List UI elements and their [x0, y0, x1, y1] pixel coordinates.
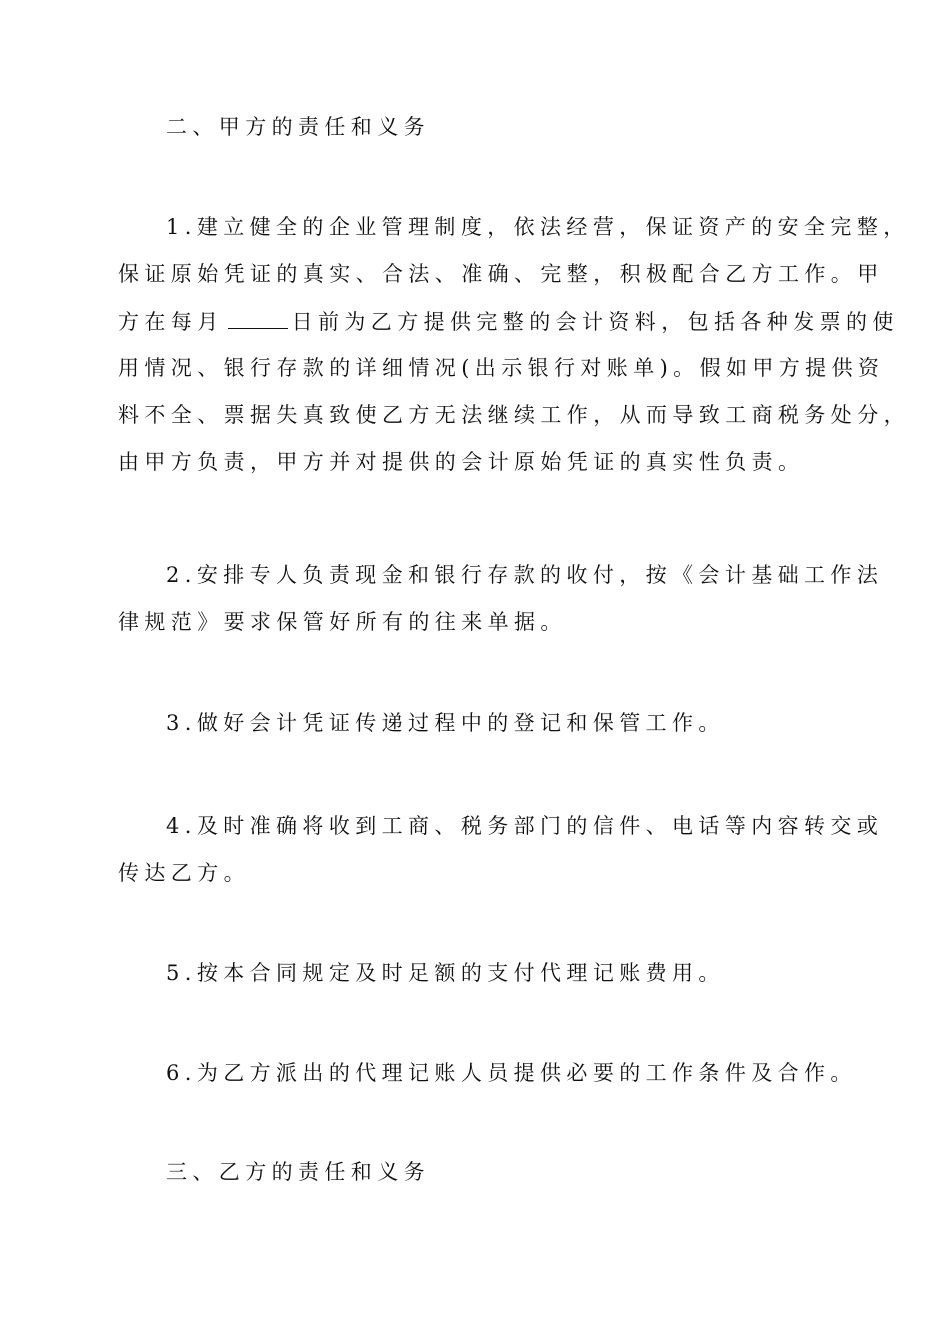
item-1-line-3 — [0, 306, 950, 337]
item-4-line-2: 传达乙方。 — [118, 861, 250, 885]
item-1-line-3-start: 方在每月 — [118, 310, 224, 334]
item-1-line-1: 1.建立健全的企业管理制度，依法经营，保证资产的安全完整， — [166, 215, 910, 239]
item-2-line-2: 律规范》要求保管好所有的往来单据。 — [118, 610, 567, 634]
item-2-line-1: 2.安排专人负责现金和银行存款的收付，按《会计基础工作法 — [166, 563, 884, 587]
date-blank — [228, 306, 288, 329]
item-1-line-2: 保证原始凭证的真实、合法、准确、完整，积极配合乙方工作。甲 — [118, 262, 884, 286]
item-1-line-3-end: 日前为乙方提供完整的会计资料，包括各种发票的使 — [291, 310, 899, 334]
item-1-line-6: 由甲方负责，甲方并对提供的会计原始凭证的真实性负责。 — [118, 450, 805, 474]
item-6-line-1: 6.为乙方派出的代理记账人员提供必要的工作条件及合作。 — [166, 1061, 857, 1085]
item-4-line-1: 4.及时准确将收到工商、税务部门的信件、电话等内容转交或 — [166, 814, 884, 838]
section-heading-2: 二、甲方的责任和义务 — [166, 115, 430, 139]
item-1-line-5: 料不全、票据失真致使乙方无法继续工作，从而导致工商税务处分， — [118, 403, 910, 427]
item-1-line-4: 用情况、银行存款的详细情况(出示银行对账单)。假如甲方提供资 — [118, 356, 885, 380]
item-5-line-1: 5.按本合同规定及时足额的支付代理记账费用。 — [166, 961, 725, 985]
item-3-line-1: 3.做好会计凭证传递过程中的登记和保管工作。 — [166, 711, 725, 735]
section-heading-3: 三、乙方的责任和义务 — [166, 1160, 430, 1184]
